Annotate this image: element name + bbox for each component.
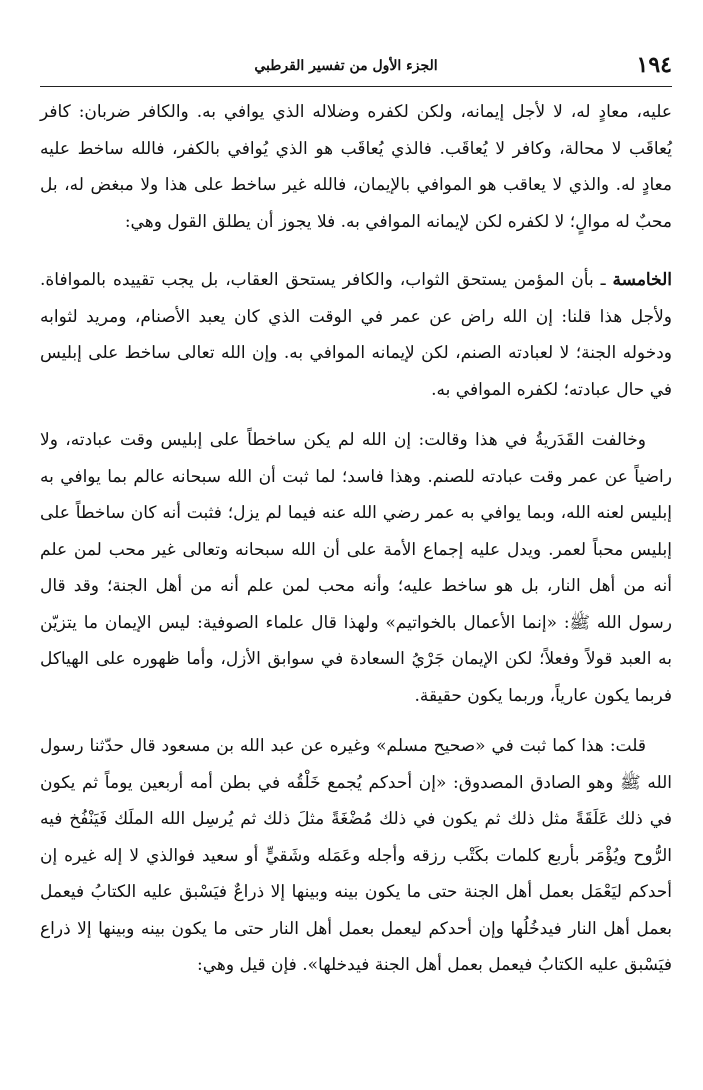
section-lead-fifth: الخامسة (612, 270, 672, 290)
paragraph-continuation: عليه، معادٍ له، لا لأجل إيمانه، ولكن لكفره وضلاله الذي يوافي به. والكافر ضربان: كافر يُعاقَب لا محالة، وكافر لا يُعاقَب. فالذي يُعاقَب هو الذي يُوافي بالكفر، فالله ساخط عليه معادٍ له. والذي لا يعاقب هو الموافي بالإيمان، فالله غير ساخط على هذا ولا مبغض له، بل محبٌ له موالٍ؛ لا لكفره لكن لإيمانه الموافي به. فلا يجوز أن يطلق القول وهي: (40, 102, 672, 232)
running-title: الجزء الأول من تفسير القرطبي (254, 58, 438, 74)
page-header (40, 48, 672, 90)
body-text (40, 94, 672, 984)
page-number: ١٩٤ (636, 52, 672, 78)
paragraph-hadith: قلت: هذا كما ثبت في «صحيح مسلم» وغيره عن عبد الله بن مسعود قال حدّثنا رسول الله ﷺ وهو الصادق المصدوق: «إن أحدكم يُجمع خَلْقُه في بطن أمه أربعين يوماً ثم يكون في ذلك عَلَقَةً مثل ذلك ثم يكون في ذلك مُضْغَةً مثلَ ذلك ثم يُرسِل الله الملَك فَيَنْفُخ فيه الرُّوح ويُؤْمَر بأربع كلمات بكَتْب رزقه وأجله وعَمَله وشَقيٍّ أو سعيد فوالذي لا إله غيره إن أحدكم ليَعْمَل بعمل أهل الجنة حتى ما يكون بينه وبينها إلا ذراعٌ فيَسْبق عليه الكتابُ فيعمل بعمل أهل النار فيدخُلُها وإن أحدكم ليعمل بعمل أهل النار حتى ما يكون بينه وبينها إلا ذراع فيَسْبق عليه الكتابُ فيعمل بعمل أهل الجنة فيدخلها». فإن قيل وهي: (40, 736, 672, 975)
header-divider (40, 86, 672, 87)
paragraph-qadariyya: وخالفت القَدَريةُ في هذا وقالت: إن الله لم يكن ساخطاً على إبليس وقت عبادته، ولا راضياً عن عمر وقت عبادته للصنم. وهذا فاسد؛ لما ثبت أن الله سبحانه عالم بما يوافي به إبليس لعنه الله، وبما يوافي به عمر رضي الله عنه فيما لم يزل؛ فثبت أنه كان ساخطاً على إبليس محباً لعمر. ويدل عليه إجماع الأمة على أن الله سبحانه وتعالى غير محب لمن علم أنه من أهل النار، بل هو ساخط عليه؛ وأنه محب لمن علم أنه من أهل الجنة؛ وقد قال رسول الله ﷺ: «إنما الأعمال بالخواتيم» ولهذا قال علماء الصوفية: ليس الإيمان ما يتزيّن به العبد قولاً وفعلاً؛ لكن الإيمان جَرْيُ السعادة في سوابق الأزل، وأما ظهوره على الهياكل فربما يكون عارياً، وربما يكون حقيقة. (40, 430, 672, 706)
paragraph-fifth-text: ـ بأن المؤمن يستحق الثواب، والكافر يستحق العقاب، بل يجب تقييده بالموافاة. ولأجل هذا قلنا: إن الله راض عن عمر في الوقت الذي كان يعبد الأصنام، ومريد لثوابه ودخوله الجنة؛ لا لعبادته الصنم، لكن لإيمانه الموافي به. وإن الله تعالى ساخط على إبليس في حال عبادته؛ لكفره الموافي به. (40, 270, 672, 400)
paragraph-fifth-point (40, 262, 672, 408)
